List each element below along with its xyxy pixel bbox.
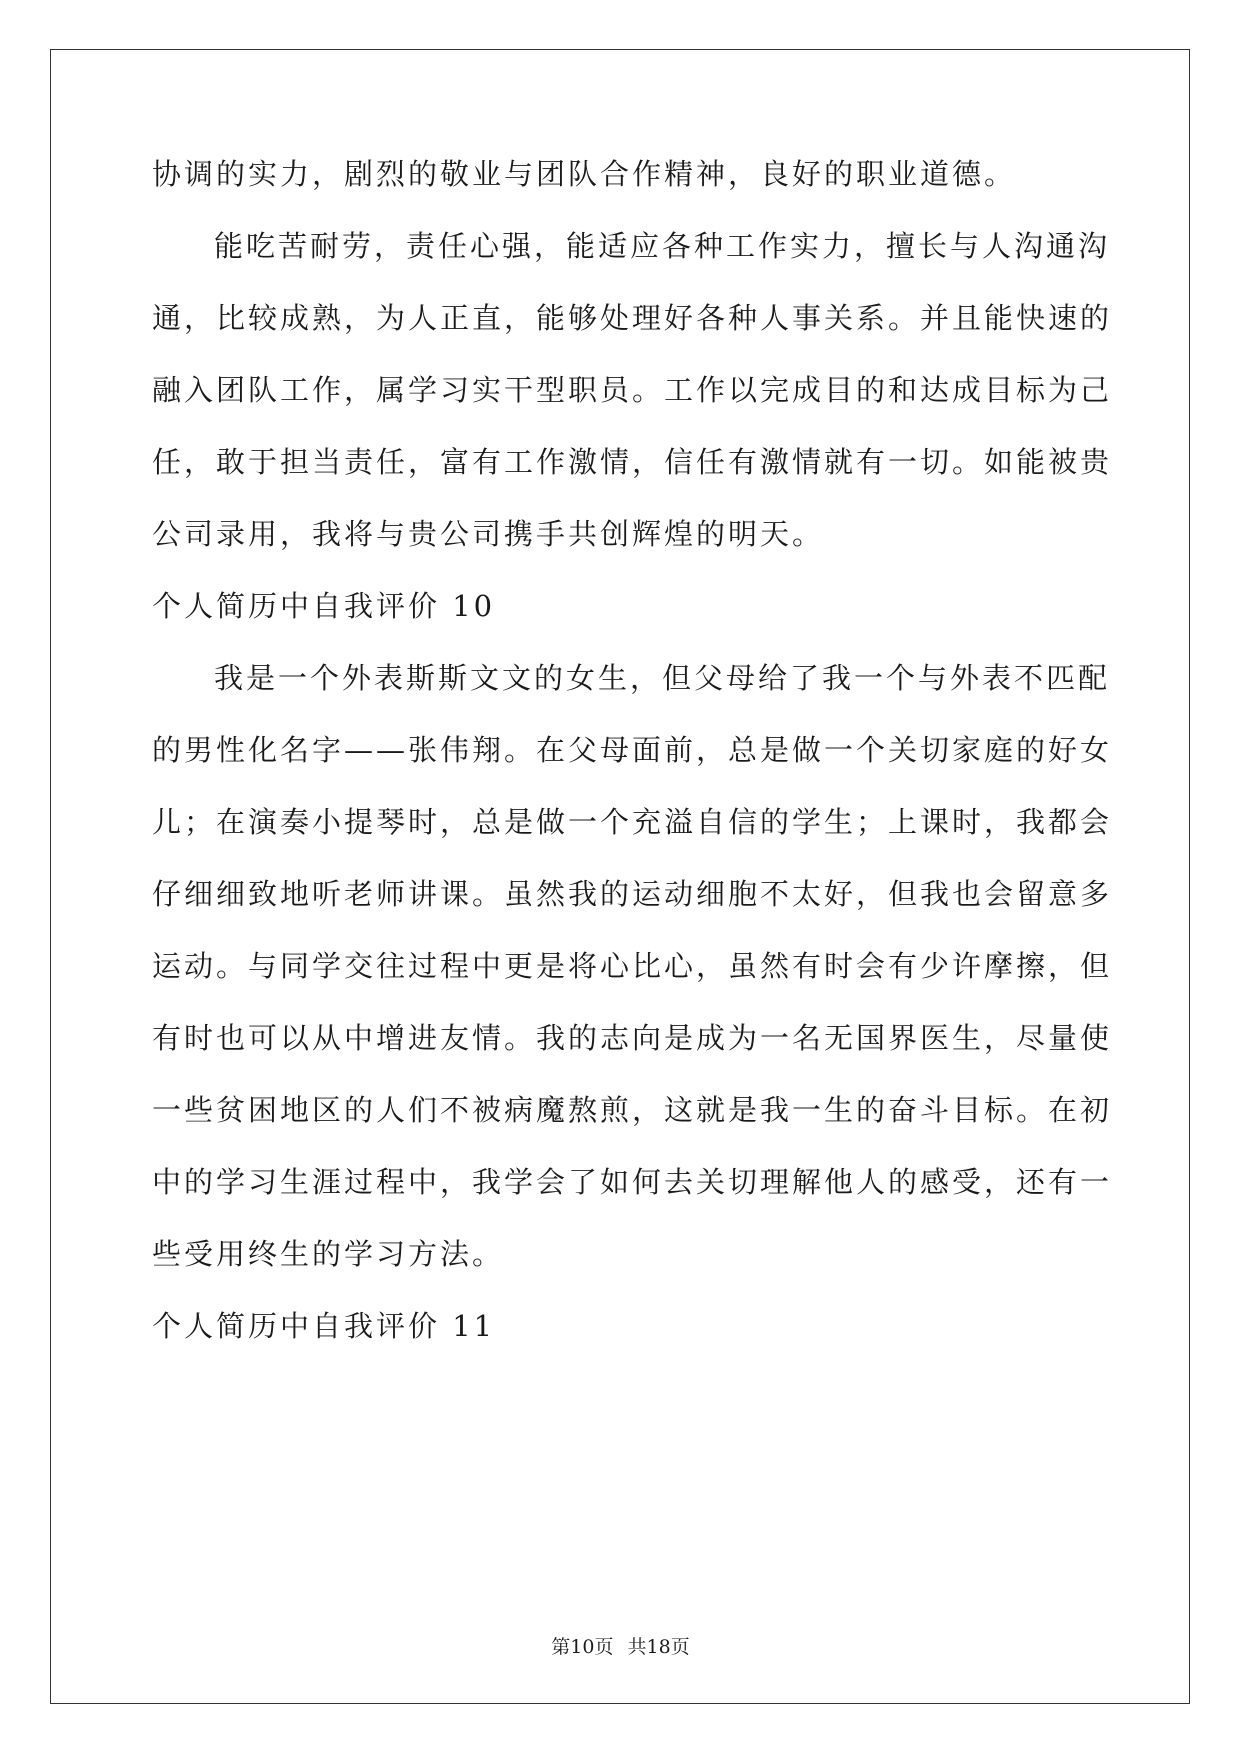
body-line: 儿；在演奏小提琴时，总是做一个充溢自信的学生；上课时，我都会	[152, 805, 1113, 839]
page-footer	[0, 1632, 1241, 1659]
body-line: 公司录用，我将与贵公司携手共创辉煌的明天。	[152, 517, 825, 551]
body-line: 的男性化名字——张伟翔。在父母面前，总是做一个关切家庭的好女	[152, 733, 1113, 767]
body-line: 中的学习生涯过程中，我学会了如何去关切理解他人的感受，还有一	[152, 1165, 1113, 1199]
paragraph-first-line: 我是一个外表斯斯文文的女生，但父母给了我一个与外表不匹配	[214, 661, 1111, 695]
body-line: 任，敢于担当责任，富有工作激情，信任有激情就有一切。如能被贵	[152, 445, 1113, 479]
body-line: 一些贫困地区的人们不被病魔熬煎，这就是我一生的奋斗目标。在初	[152, 1093, 1113, 1127]
body-line: 有时也可以从中增进友情。我的志向是成为一名无国界医生，尽量使	[152, 1021, 1113, 1055]
body-line: 仔细细致地听老师讲课。虽然我的运动细胞不太好，但我也会留意多	[152, 877, 1113, 911]
body-line: 通，比较成熟，为人正直，能够处理好各种人事关系。并且能快速的	[152, 301, 1113, 335]
body-line: 协调的实力，剧烈的敬业与团队合作精神，良好的职业道德。	[152, 157, 1017, 191]
total-pages: 共18页	[627, 1636, 690, 1658]
body-line: 运动。与同学交往过程中更是将心比心，虽然有时会有少许摩擦，但	[152, 949, 1113, 983]
current-page-number: 第10页	[551, 1636, 614, 1658]
body-line: 融入团队工作，属学习实干型职员。工作以完成目的和达成目标为己	[152, 373, 1113, 407]
body-line: 些受用终生的学习方法。	[152, 1237, 505, 1271]
paragraph-first-line: 能吃苦耐劳，责任心强，能适应各种工作实力，擅长与人沟通沟	[214, 229, 1111, 263]
section-heading-10: 个人简历中自我评价 10	[152, 589, 496, 623]
section-heading-11: 个人简历中自我评价 11	[152, 1309, 496, 1343]
